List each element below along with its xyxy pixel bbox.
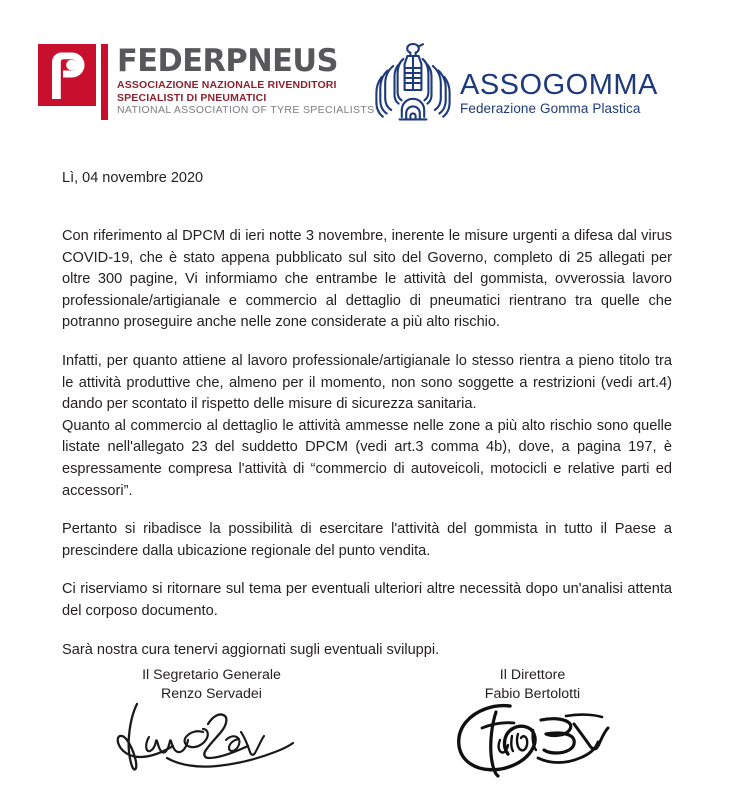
federpneus-subtitle-line1: ASSOCIAZIONE NAZIONALE RIVENDITORI (117, 79, 337, 91)
handwritten-signature-fabio-bertolotti (383, 702, 682, 774)
paragraph-3: Quanto al commercio al dettaglio le attività ammesse nelle zone a più alto rischio sono quelle listate nell'allegato 23 del suddetto DPCM (vedi art.3 comma 4b), dove, a pagina 197, è espressamente compresa l'attività di “commercio di autoveicoli, motocicli e relative parti ed accessori”. (62, 417, 672, 499)
paragraph-5: Ci riserviamo si ritornare sul tema per eventuali ulteriori altre necessità dopo un'analisi attenta del corposo documento. (62, 581, 672, 619)
assogomma-logo-block (374, 40, 658, 124)
handwritten-signature-renzo-servadei (62, 702, 361, 774)
signature-name-left: Renzo Servadei (161, 686, 262, 702)
federpneus-wordmark: FEDERPNEUS (117, 43, 338, 79)
letter-body (62, 168, 672, 678)
paragraph-6: Sarà nostra cura tenervi aggiornati sugli eventuali sviluppi. (62, 641, 440, 658)
assogomma-wordmark: ASSOGOMMA (460, 68, 658, 101)
federpneus-p-glyph-icon (49, 52, 85, 99)
federpneus-subtitle-line2: SPECIALISTI DI PNEUMATICI (117, 91, 267, 104)
federpneus-accent-bar (101, 44, 108, 120)
signature-block (62, 666, 682, 774)
paragraph-1: Con riferimento al DPCM di ieri notte 3 novembre, inerente le misure urgenti a difesa dal virus COVID-19, che è stato appena pubblicato sul sito del Governo, completo di 25 allegati per oltre 300 pagine, Vi informiamo che entrambe le attività del gommista, ovverossia lavoro professionale/artigianale e commercio al dettaglio di pneumatici rientrano tra quelle che potranno proseguire anche nelle zone considerate a più alto rischio. (62, 228, 672, 331)
federpneus-p-mark-icon (38, 44, 96, 106)
federpneus-text-block (117, 44, 375, 117)
assogomma-eagle-icon (374, 40, 452, 124)
assogomma-text-block (460, 48, 658, 117)
assogomma-subtitle: Federazione Gomma Plastica (460, 100, 641, 116)
federpneus-subtitle-line3: NATIONAL ASSOCIATION OF TYRE SPECIALISTS (117, 104, 375, 116)
federpneus-logo-block (38, 44, 375, 120)
paragraph-4: Pertanto si ribadisce la possibilità di esercitare l'attività del gommista in tutto il Paese a prescindere dalla ubicazione regionale del punto vendita. (62, 521, 672, 559)
paragraph-2: Infatti, per quanto attiene al lavoro professionale/artigianale lo stesso rientra a pieno titolo tra le attività produttive che, almeno per il momento, non sono soggette a restrizioni (vedi art.4) dando per scontato il rispetto delle misure di sicurezza sanitaria. (62, 352, 672, 413)
signature-name-right: Fabio Bertolotti (484, 686, 581, 702)
letterhead (0, 0, 739, 140)
signature-right (383, 666, 682, 774)
signature-left (62, 666, 361, 774)
signature-role-right: Il Direttore (499, 667, 566, 683)
signature-role-left: Il Segretario Generale (142, 667, 281, 683)
date-line: Lì, 04 novembre 2020 (62, 170, 204, 186)
